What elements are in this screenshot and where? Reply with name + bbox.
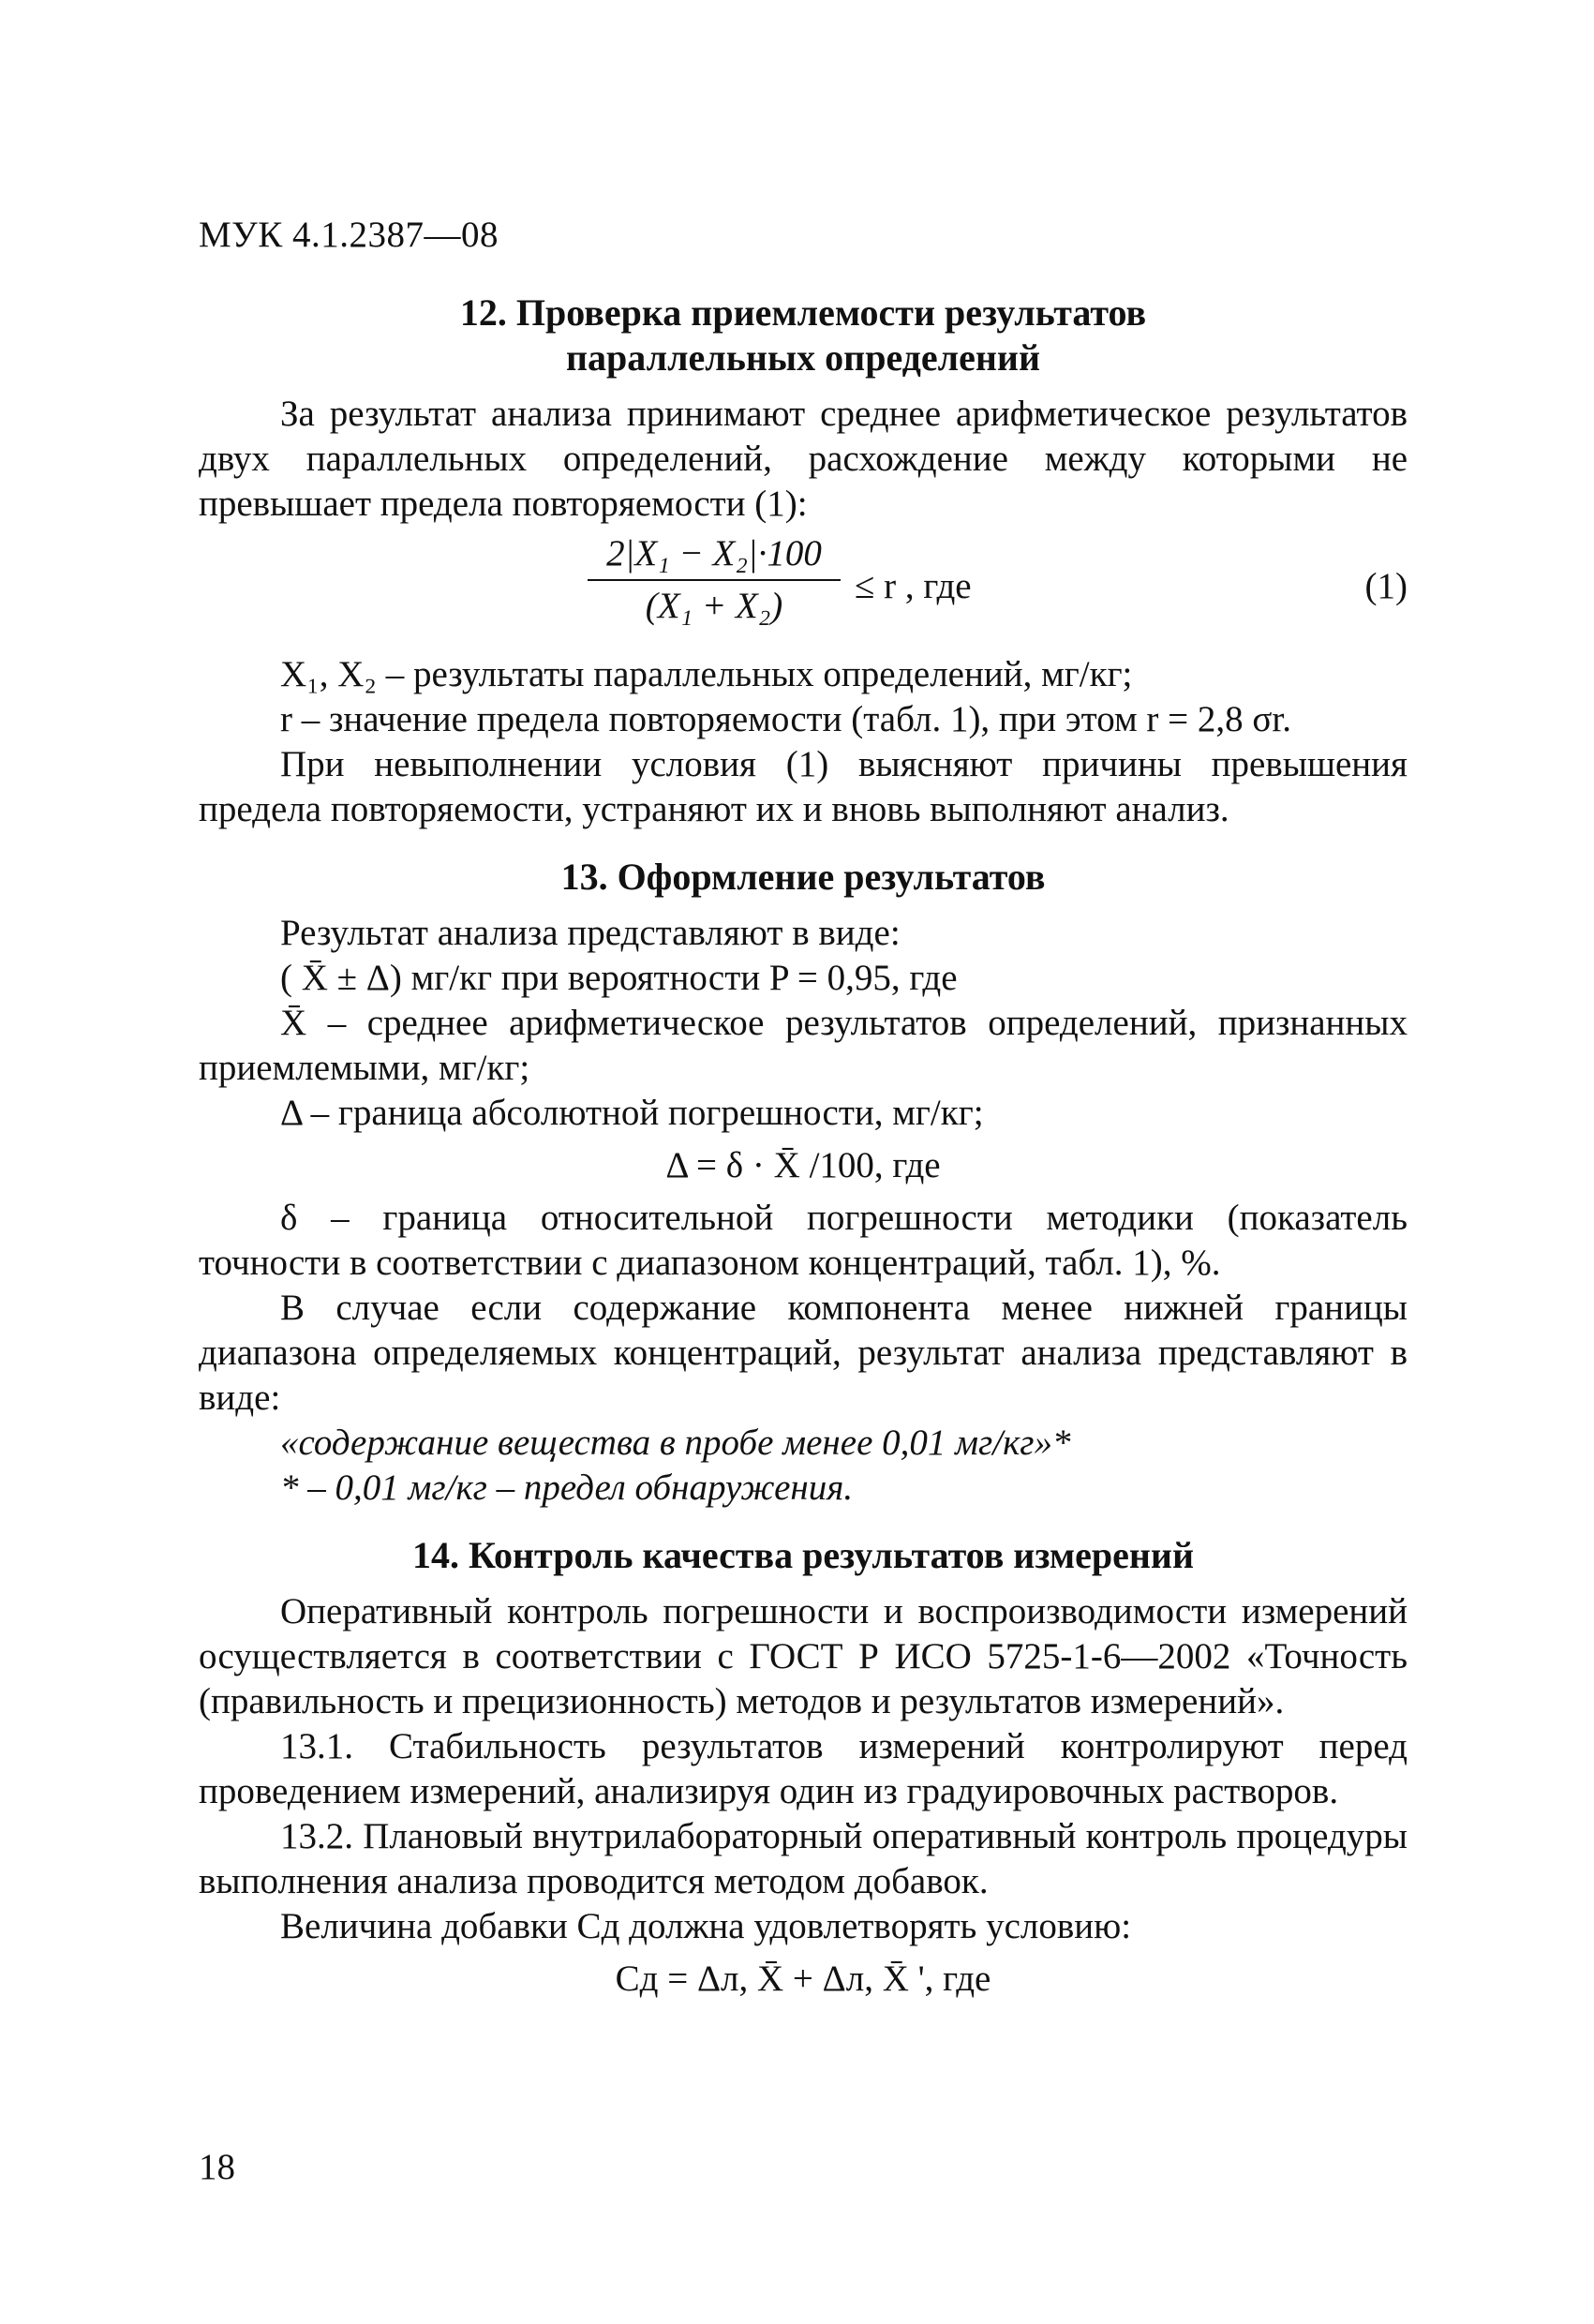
section-13-result-phrase: «содержание вещества в пробе менее 0,01 мг/кг»* — [280, 1423, 1071, 1463]
formula-1-denominator: (X₁ + X₂) — [645, 586, 783, 626]
section-12-title-line2: параллельных определений — [566, 336, 1040, 379]
section-14-item-13-1: 13.1. Стабильность результатов измерений контролируют перед проведением измерений, анализируя один из градуировочных растворов. — [199, 1726, 1408, 1811]
section-13-paragraph-low-range: В случае если содержание компонента менее нижней границы диапазона определяемых концентраций, результат анализа представляют в виде: — [199, 1288, 1408, 1418]
section-14-addition-condition: Величина добавки Cд должна удовлетворять условию: — [280, 1906, 1132, 1946]
page-body — [199, 290, 1408, 2009]
definition-x1-x2: X₁, X₂ – результаты параллельных определений, мг/кг; — [280, 654, 1133, 694]
formula-1-number: (1) — [1364, 566, 1408, 606]
section-14-item-13-2: 13.2. Плановый внутрилабораторный оперативный контроль процедуры выполнения анализа проводится методом добавок. — [199, 1816, 1408, 1901]
section-13-result-form: ( X̄ ± Δ) мг/кг при вероятности P = 0,95, где — [280, 958, 958, 998]
section-14-heading: 14. Контроль качества результатов измерений — [412, 1534, 1194, 1576]
section-12-paragraph-1: За результат анализа принимают среднее арифметическое результатов двух параллельных определений, расхождение между которыми не превышает предела повторяемости (1): — [199, 394, 1408, 524]
formula-delta: Δ = δ · X̄ /100, где — [665, 1145, 941, 1185]
formula-1-numerator: 2|X₁ − X₂|·100 — [588, 532, 841, 581]
definition-r: r – значение предела повторяемости (табл. 1), при этом r = 2,8 σr. — [280, 699, 1291, 739]
section-14-paragraph-1: Оперативный контроль погрешности и воспроизводимости измерений осуществляется в соответствии с ГОСТ Р ИСО 5725-1-6—2002 «Точность (правильность и прецизионность) методов и результатов измерений». — [199, 1591, 1408, 1721]
section-13-footnote: * – 0,01 мг/кг – предел обнаружения. — [280, 1467, 854, 1508]
section-12-heading — [199, 290, 1408, 380]
section-13-paragraph-1: Результат анализа представляют в виде: — [280, 913, 901, 953]
section-12-paragraph-2: При невыполнении условия (1) выясняют причины превышения предела повторяемости, устраняют их и вновь выполняют анализ. — [199, 744, 1408, 829]
running-header: МУК 4.1.2387—08 — [199, 215, 499, 255]
definition-delta: Δ – граница абсолютной погрешности, мг/кг; — [280, 1093, 984, 1133]
formula-addition: Cд = Δл, X̄ + Δл, X̄ ', где — [615, 1959, 991, 1999]
formula-1 — [199, 532, 1408, 645]
page-number: 18 — [199, 2147, 235, 2187]
definition-x-mean: X̄ – среднее арифметическое результатов определений, признанных приемлемыми, мг/кг; — [199, 1003, 1408, 1088]
formula-1-rhs: ≤ r , где — [855, 566, 972, 606]
section-13-heading: 13. Оформление результатов — [560, 856, 1046, 898]
section-12-title-line1: 12. Проверка приемлемости результатов — [459, 291, 1147, 334]
formula-1-fraction — [588, 532, 841, 628]
definition-delta-relative: δ – граница относительной погрешности методики (показатель точности в соответствии с диапазоном концентраций, табл. 1), %. — [199, 1198, 1408, 1283]
